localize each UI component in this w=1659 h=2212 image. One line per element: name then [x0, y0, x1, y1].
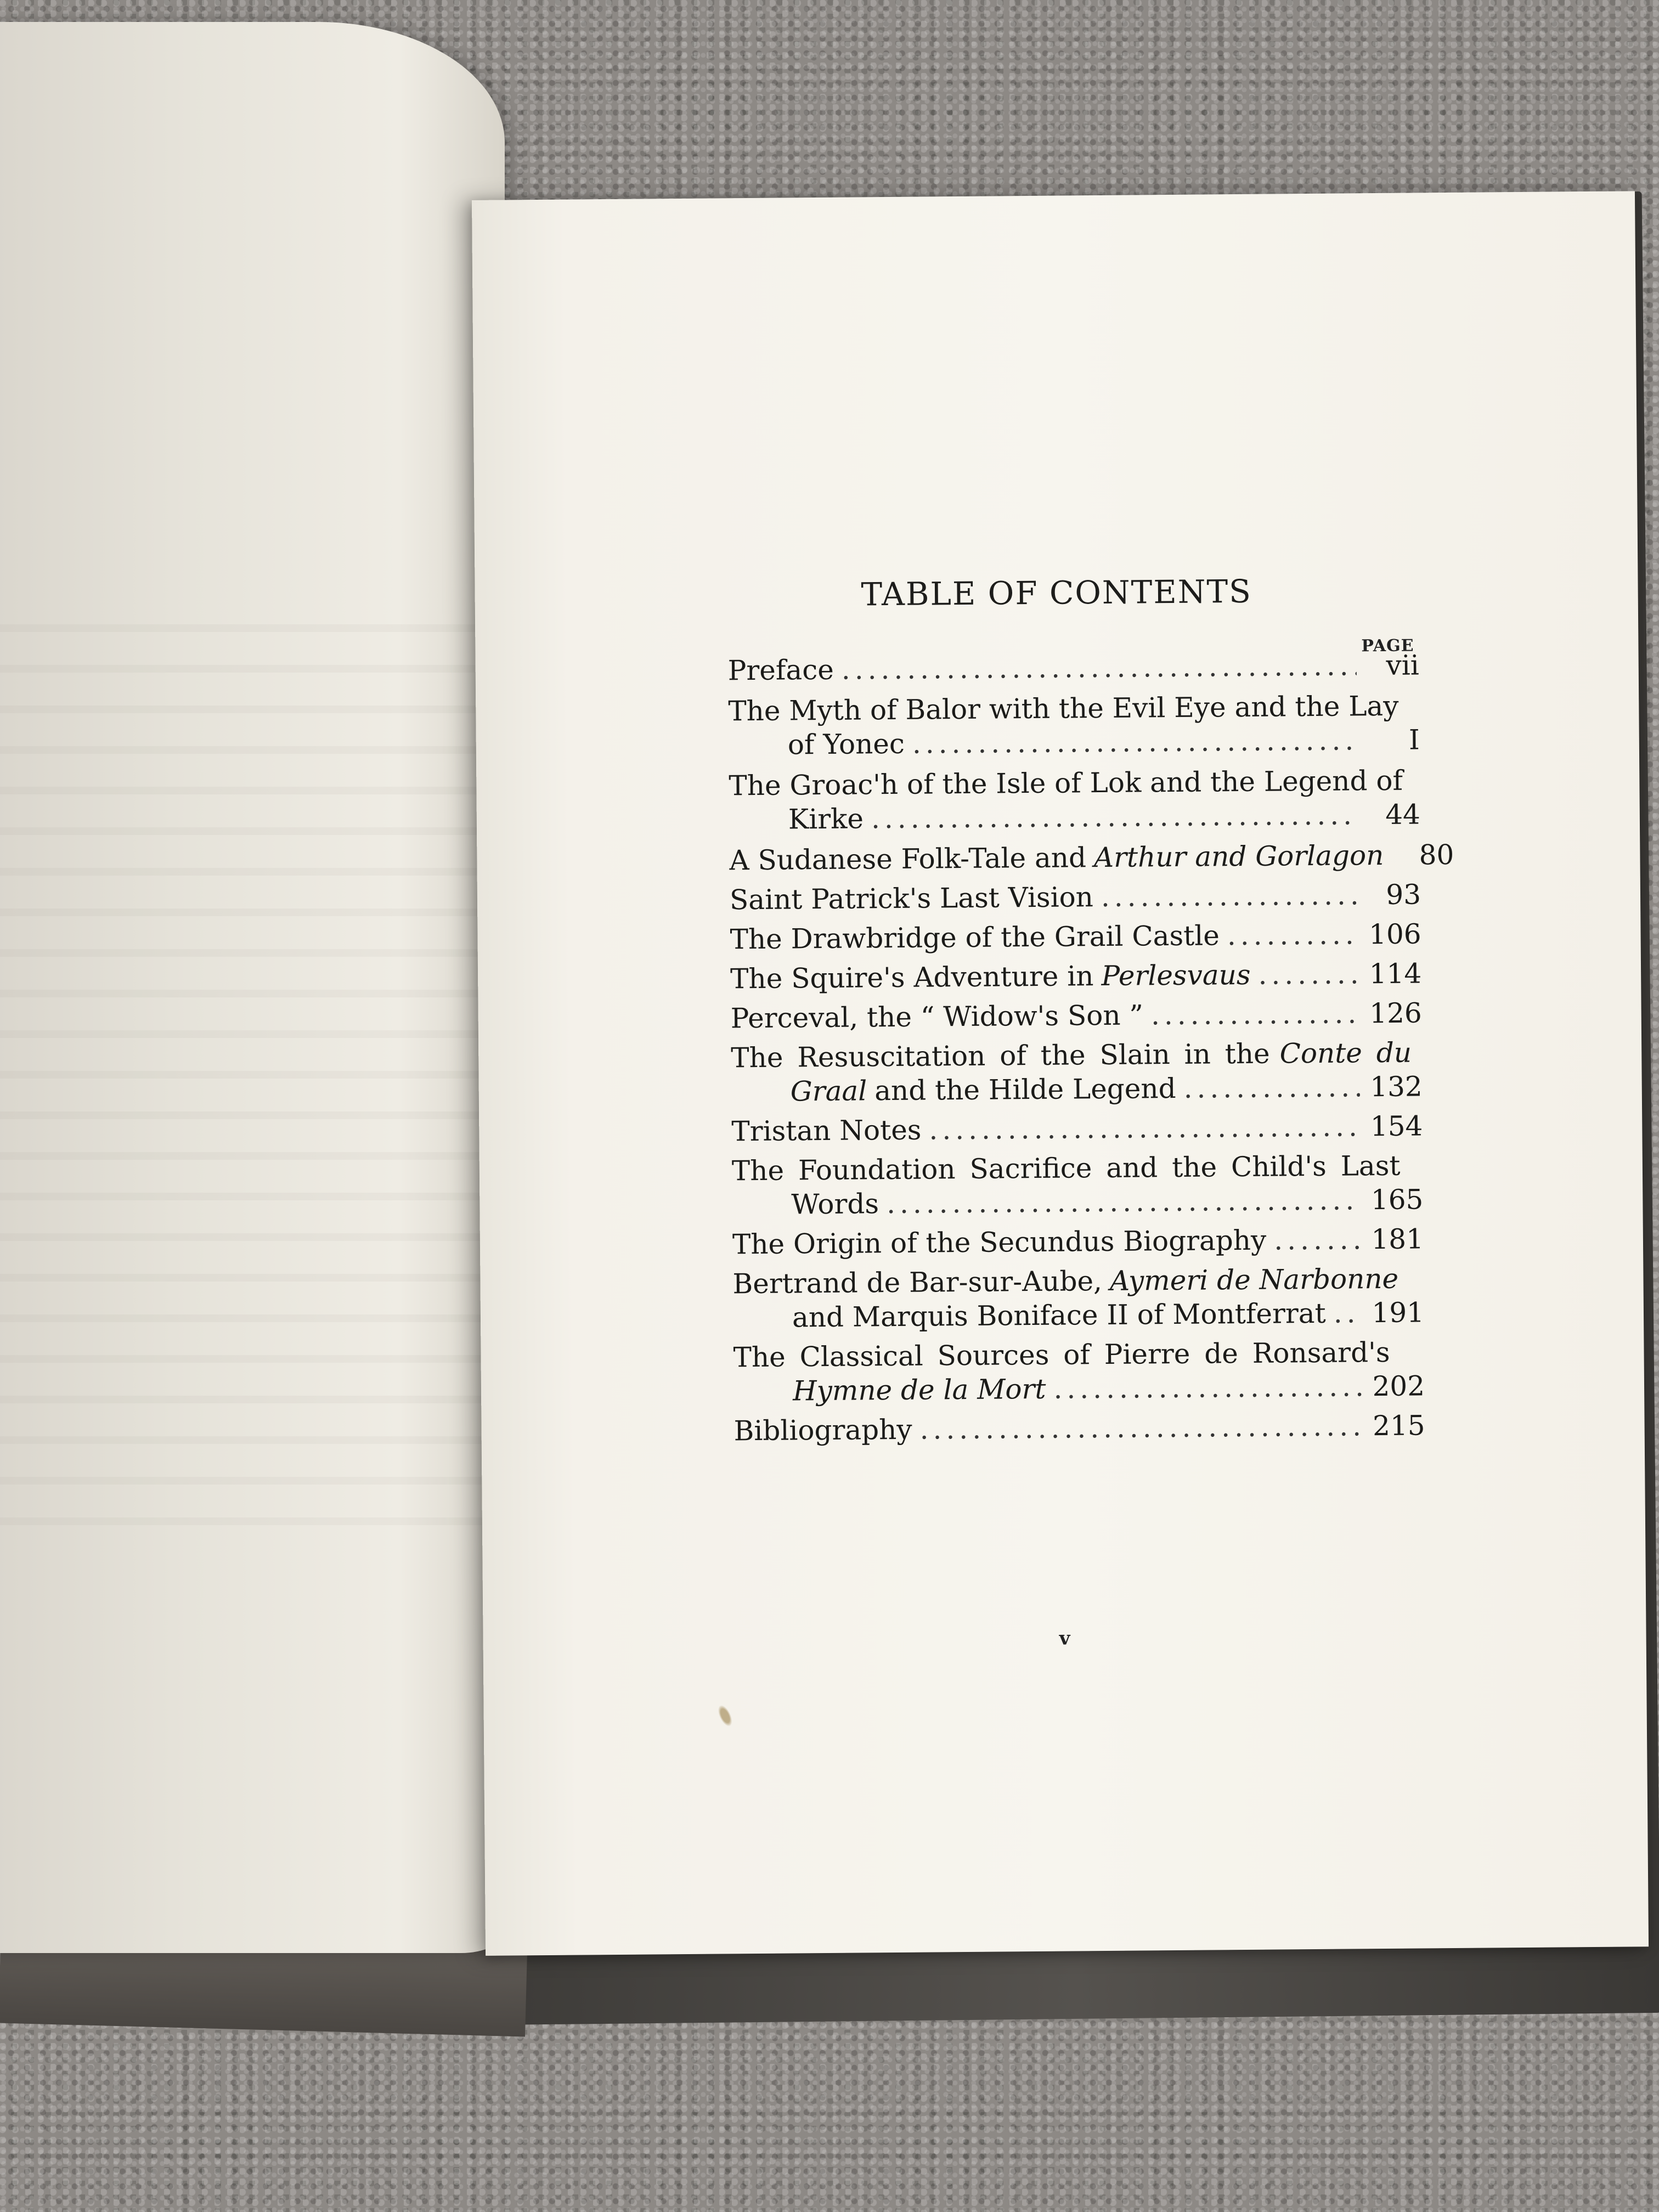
toc-entry-title-italic: Perlesvaus — [1101, 958, 1251, 992]
toc-entry-title: Saint Patrick's Last Vision — [729, 881, 1094, 916]
toc-entry-page: 191 — [1372, 1296, 1425, 1329]
toc-entry-page: 154 — [1370, 1110, 1423, 1143]
toc-entry-squire — [730, 956, 1421, 996]
toc-entry-bertrand — [732, 1261, 1424, 1335]
leader-dots — [1274, 1222, 1361, 1257]
toc-entry-page: 114 — [1369, 957, 1422, 990]
toc-entry-title: Preface — [727, 653, 834, 687]
toc-entry-title-italic: Hymne de la Mort — [792, 1373, 1046, 1407]
leader-dots — [1258, 957, 1359, 991]
toc-entry-title: The Classical Sources of Pierre de Ronsard's — [733, 1336, 1390, 1374]
toc-entry-page: I — [1408, 724, 1420, 756]
toc-entry-page: 126 — [1369, 997, 1422, 1030]
leader-dots — [1151, 996, 1359, 1032]
toc-entry-bibliography — [733, 1408, 1425, 1448]
toc-entry-drawbridge — [730, 917, 1421, 956]
toc-entry-page: 80 — [1419, 838, 1454, 871]
toc-entry-title: The Origin of the Secundus Biography — [732, 1224, 1267, 1261]
toc-entry-title: The Foundation Sacrifice and the Child's Last — [731, 1149, 1401, 1187]
toc-entry-page: 93 — [1386, 878, 1421, 911]
leader-dots — [1053, 1369, 1362, 1406]
toc-entry-page: 165 — [1370, 1183, 1424, 1216]
leader-dots — [871, 798, 1358, 836]
toc-entry-balor — [728, 689, 1420, 762]
toc-entry-title: Bibliography — [733, 1413, 912, 1447]
leader-dots — [1333, 1296, 1362, 1330]
leader-dots — [1183, 1070, 1360, 1105]
leader-dots — [887, 1183, 1361, 1221]
toc-entry-title-continued: of Yonec — [787, 727, 905, 761]
toc-entry-title: The Drawbridge of the Grail Castle — [730, 919, 1220, 956]
toc-entry-saint-patrick — [730, 877, 1421, 917]
toc-entry-title-italic: Arthur and Gorlagon — [1093, 839, 1384, 874]
toc-entry-page: 215 — [1372, 1409, 1425, 1442]
toc-entry-page: 181 — [1371, 1223, 1424, 1256]
toc-entry-page: 202 — [1372, 1370, 1425, 1403]
left-page-bleed-through-text — [0, 22, 505, 1953]
toc-entry-title-continued: and Marquis Boniface II of Montferrat — [792, 1297, 1326, 1334]
leader-dots — [1101, 878, 1359, 914]
paper-speck — [715, 1703, 735, 1729]
toc-entry-title: The Squire's Adventure in — [730, 960, 1094, 995]
toc-entry-title: The Resuscitation of the Slain in the — [731, 1037, 1270, 1074]
page-folio: v — [1059, 1627, 1070, 1650]
leader-dots — [929, 1109, 1360, 1147]
page-column-heading: PAGE — [1361, 636, 1414, 656]
toc-entry-title-continued: Kirke — [788, 803, 864, 836]
leader-dots — [919, 1409, 1362, 1446]
left-page — [0, 22, 505, 1953]
toc-entry-preface — [728, 648, 1419, 687]
toc-entry-title: Perceval, the “ Widow's Son ” — [730, 999, 1144, 1035]
toc-entry-perceval — [730, 996, 1421, 1035]
leader-dots — [842, 648, 1357, 686]
leader-dots — [1227, 917, 1359, 952]
toc-entry-title: The Groac'h of the Isle of Lok and the Legend of — [729, 764, 1403, 802]
toc-list — [727, 648, 1454, 1448]
toc-entry-title-italic: Aymeri de Narbonne — [1109, 1262, 1399, 1297]
toc-entry-secundus — [732, 1222, 1424, 1261]
toc-entry-title-italic: Conte du — [1279, 1036, 1412, 1070]
toc-entry-title: Tristan Notes — [731, 1114, 922, 1148]
toc-entry-page: 44 — [1385, 798, 1421, 831]
toc-entry-title: Bertrand de Bar-sur-Aube, — [732, 1265, 1103, 1300]
toc-entry-groach — [729, 763, 1420, 837]
toc-entry-tristan — [731, 1109, 1423, 1148]
toc-entry-sudanese — [729, 838, 1454, 877]
toc-entry-title: The Myth of Balor with the Evil Eye and the Lay — [728, 690, 1399, 727]
page-title: TABLE OF CONTENTS — [861, 572, 1252, 613]
toc-entry-title-continued: Words — [791, 1188, 879, 1221]
toc-entry-page: 106 — [1368, 918, 1421, 951]
toc-entry-ronsard — [733, 1335, 1425, 1408]
right-page — [472, 191, 1649, 1956]
toc-entry-page: 132 — [1370, 1070, 1423, 1103]
toc-entry-foundation-sacrifice — [732, 1148, 1424, 1222]
toc-entry-title-continued: and the Hilde Legend — [874, 1072, 1176, 1107]
toc-entry-title: A Sudanese Folk-Tale and — [729, 842, 1087, 877]
toc-entry-resuscitation — [731, 1035, 1423, 1109]
toc-entry-title-italic: Graal — [790, 1075, 867, 1108]
leader-dots — [912, 723, 1357, 760]
toc-entry-page: vii — [1386, 649, 1419, 681]
